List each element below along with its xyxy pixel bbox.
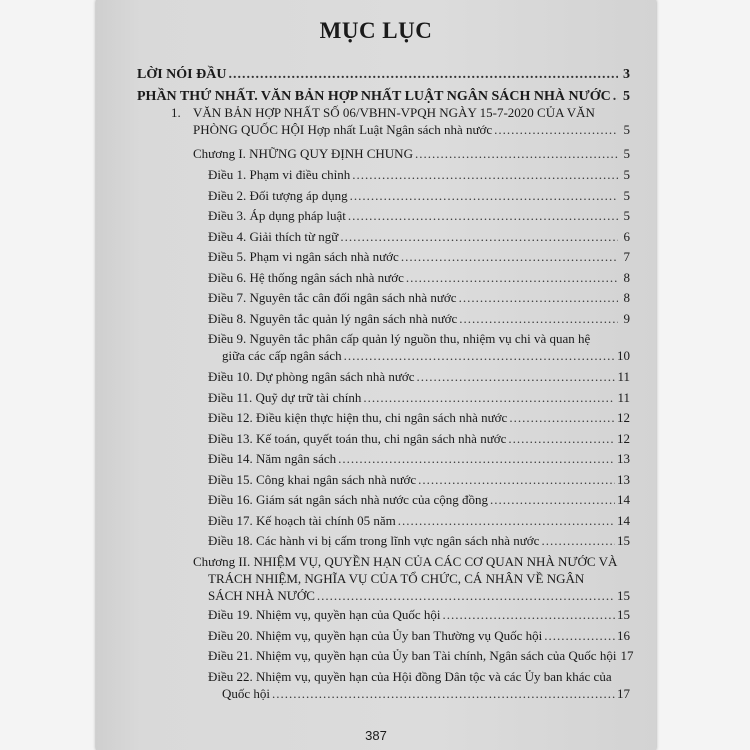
- toc-entry-label: Điều 7. Nguyên tắc cân đối ngân sách nhà nước: [208, 290, 457, 305]
- dot-leader: [494, 121, 618, 138]
- toc-entry-page: 11: [617, 390, 630, 405]
- toc-entry-label: Điều 9. Nguyên tắc phân cấp quản lý nguồn thu, nhiệm vụ chi và quan hệ: [208, 331, 591, 346]
- toc-entry: [208, 512, 630, 529]
- toc-entry-page: 5: [623, 89, 630, 104]
- toc-entry-label: Điều 1. Phạm vi điều chỉnh: [208, 167, 351, 182]
- toc-entry: [208, 389, 630, 406]
- dot-leader: [443, 606, 615, 623]
- dot-leader: [406, 269, 618, 286]
- toc-entry-label: Điều 5. Phạm vi ngân sách nhà nước: [208, 249, 399, 264]
- toc-entry-label: Điều 6. Hệ thống ngân sách nhà nước: [208, 270, 404, 285]
- dot-leader: [272, 685, 615, 702]
- toc-entry: [208, 606, 630, 623]
- toc-entry-page: 5: [623, 146, 630, 161]
- toc-entry: [208, 450, 630, 467]
- toc-entry-label: Điều 11. Quỹ dự trữ tài chính: [208, 390, 362, 405]
- dot-leader: [317, 587, 615, 604]
- dot-leader: [228, 66, 618, 83]
- toc-entry: [208, 471, 630, 488]
- toc-entry: [208, 627, 630, 644]
- dot-leader: [418, 471, 615, 488]
- toc-entry: [208, 409, 630, 426]
- toc-entry-page: 5: [623, 122, 630, 137]
- toc-entry-label: giữa các cấp ngân sách: [222, 348, 342, 363]
- toc-entry-label: LỜI NÓI ĐẦU: [137, 67, 227, 82]
- toc-entry-page: 15: [617, 533, 630, 548]
- dot-leader: [613, 88, 618, 105]
- dot-leader: [490, 491, 615, 508]
- dot-leader: [417, 368, 616, 385]
- dot-leader: [401, 248, 618, 265]
- dot-leader: [350, 187, 618, 204]
- toc-entry: [208, 532, 630, 549]
- toc-entry-label: Điều 12. Điều kiện thực hiện thu, chi ngân sách nhà nước: [208, 410, 508, 425]
- toc-entry-label: Điều 21. Nhiệm vụ, quyền hạn của Ủy ban Tài chính, Ngân sách của Quốc hội: [208, 648, 617, 663]
- toc-entry-label: Điều 3. Áp dụng pháp luật: [208, 208, 346, 223]
- dot-leader: [415, 145, 618, 162]
- toc-entry-page: 13: [617, 472, 630, 487]
- dot-leader: [344, 347, 615, 364]
- toc-entry-page: 13: [617, 451, 630, 466]
- toc-entry-page: 6: [623, 229, 630, 244]
- dot-leader: [459, 310, 618, 327]
- toc-entry-page: 12: [617, 431, 630, 446]
- toc-entry-page: 14: [617, 492, 630, 507]
- toc-entry-label: Chương I. NHỮNG QUY ĐỊNH CHUNG: [193, 146, 413, 161]
- page-title: MỤC LỤC: [319, 18, 433, 43]
- toc-entry: [208, 228, 630, 245]
- toc-entry-label: Quốc hội: [222, 686, 271, 701]
- toc-entry-label: Chương II. NHIỆM VỤ, QUYỀN HẠN CỦA CÁC CƠ QUAN NHÀ NƯỚC VÀ: [193, 554, 618, 569]
- toc-entry: [208, 668, 630, 702]
- toc-entry-label: Điều 14. Năm ngân sách: [208, 451, 337, 466]
- dot-leader: [459, 289, 618, 306]
- dot-leader: [348, 207, 618, 224]
- toc-entry-label: PHÒNG QUỐC HỘI Hợp nhất Luật Ngân sách nhà nước: [193, 122, 493, 137]
- toc-entry-page: 10: [617, 348, 630, 363]
- toc-entry-label: Điều 8. Nguyên tắc quản lý ngân sách nhà nước: [208, 311, 458, 326]
- toc-entry: [208, 248, 630, 265]
- toc-entry-number: 1.: [171, 105, 181, 120]
- toc-entry-label: SÁCH NHÀ NƯỚC: [208, 588, 315, 603]
- toc-entry-label: VĂN BẢN HỢP NHẤT SỐ 06/VBHN-VPQH NGÀY 15-7-2020 CỦA VĂN: [193, 105, 595, 120]
- toc-entry-page: 14: [617, 513, 630, 528]
- toc-entry: [171, 104, 630, 138]
- dot-leader: [352, 166, 618, 183]
- toc-entry-label: Điều 15. Công khai ngân sách nhà nước: [208, 472, 417, 487]
- toc-entry-label: Điều 2. Đối tượng áp dụng: [208, 188, 348, 203]
- toc-entry: [208, 187, 630, 204]
- dot-leader: [544, 627, 615, 644]
- dot-leader: [508, 430, 615, 447]
- toc-entry-page: 16: [617, 628, 630, 643]
- toc-entry: [208, 166, 630, 183]
- toc-entry-page: 15: [617, 588, 630, 603]
- toc-entry: [193, 145, 630, 162]
- toc-entry-label: PHẦN THỨ NHẤT. VĂN BẢN HỢP NHẤT LUẬT NGÂN SÁCH NHÀ NƯỚC: [137, 89, 611, 104]
- toc-entry: [208, 289, 630, 306]
- toc-entry-page: 8: [623, 270, 630, 285]
- toc-entry: [137, 88, 630, 105]
- toc-entry-label: Điều 10. Dự phòng ngân sách nhà nước: [208, 369, 415, 384]
- toc-entry-page: 7: [623, 249, 630, 264]
- toc-entry: [208, 368, 630, 385]
- toc-entry-label: Điều 20. Nhiệm vụ, quyền hạn của Ủy ban Thường vụ Quốc hội: [208, 628, 543, 643]
- toc-entry-page: 15: [617, 607, 630, 622]
- dot-leader: [340, 228, 618, 245]
- toc-entry-page: 17: [617, 686, 630, 701]
- toc-entry-label: Điều 22. Nhiệm vụ, quyền hạn của Hội đồng Dân tộc và các Ủy ban khác của: [208, 669, 612, 684]
- toc-entry-page: 11: [617, 369, 630, 384]
- book-page: [96, 0, 656, 750]
- toc-entry: [208, 207, 630, 224]
- toc-entry: [208, 491, 630, 508]
- toc-entry: [208, 647, 634, 664]
- toc-entry-page: 9: [623, 311, 630, 326]
- dot-leader: [363, 389, 615, 406]
- toc-entry-page: 12: [617, 410, 630, 425]
- dot-leader: [398, 512, 615, 529]
- toc-entry-label: TRÁCH NHIỆM, NGHĨA VỤ CỦA TỔ CHỨC, CÁ NHÂN VỀ NGÂN: [208, 571, 585, 586]
- toc-entry-page: 3: [623, 67, 630, 82]
- toc-entry-page: 8: [623, 290, 630, 305]
- dot-leader: [541, 532, 615, 549]
- toc-entry: [193, 553, 630, 604]
- toc-entry-label: Điều 4. Giải thích từ ngữ: [208, 229, 339, 244]
- toc-entry: [208, 310, 630, 327]
- toc-entry: [137, 66, 630, 83]
- dot-leader: [509, 409, 615, 426]
- dot-leader: [338, 450, 615, 467]
- toc-entry: [208, 430, 630, 447]
- toc-entry-page: 5: [623, 167, 630, 182]
- toc-entry-label: Điều 17. Kế hoạch tài chính 05 năm: [208, 513, 396, 528]
- page-number: 387: [365, 728, 387, 743]
- toc-entry-page: 5: [623, 208, 630, 223]
- toc-entry-label: Điều 13. Kế toán, quyết toán thu, chi ngân sách nhà nước: [208, 431, 507, 446]
- toc-entry-page: 17: [620, 648, 634, 663]
- toc-entry: [208, 269, 630, 286]
- toc-entry-label: Điều 18. Các hành vi bị cấm trong lĩnh vực ngân sách nhà nước: [208, 533, 540, 548]
- toc-entry-page: 5: [623, 188, 630, 203]
- toc-entry: [208, 330, 630, 364]
- toc-entry-label: Điều 19. Nhiệm vụ, quyền hạn của Quốc hội: [208, 607, 441, 622]
- toc-entry-label: Điều 16. Giám sát ngân sách nhà nước của cộng đồng: [208, 492, 488, 507]
